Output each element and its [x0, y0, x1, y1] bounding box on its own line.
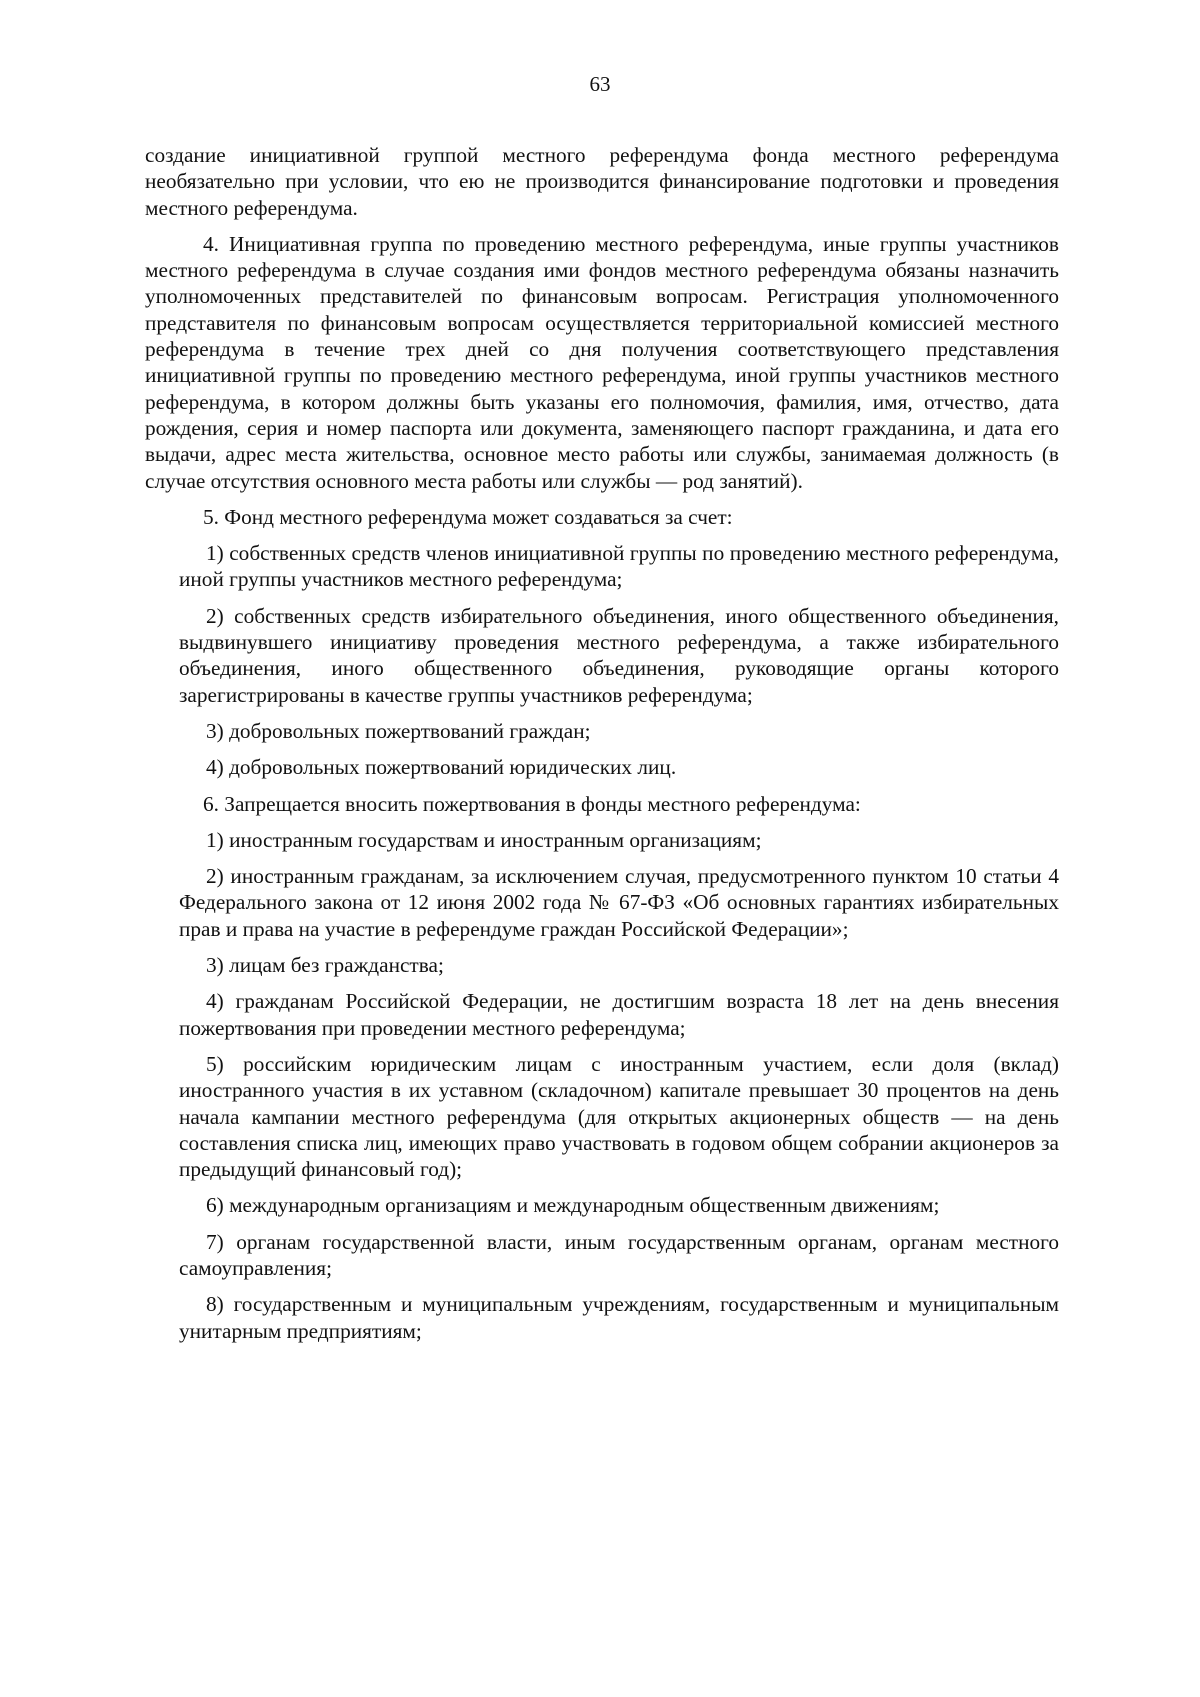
list-item: 4) добровольных пожертвований юридических лиц. [206, 755, 677, 780]
paragraph: создание инициативной группой местного референдума фонда местного референдума необязательно при условии, что ею не производится финансирование подготовки и проведения местного референдума. [145, 143, 1059, 220]
list-item: 1) иностранным государствам и иностранным организациям; [206, 827, 762, 852]
list-item: 2) собственных средств избирательного объединения, иного общественного объединения, выдвинувшего инициативу проведения местного референдума, а также избирательного объединения, иного общественного объединения, руководящие органы которого зарегистрированы в качестве группы участников референдума; [179, 603, 1059, 707]
list-item: 5) российским юридическим лицам с иностранным участием, если доля (вклад) иностранного участия в их уставном (складочном) капитале превышает 30 процентов на день начала кампании местного референдума (для открытых акционерных обществ — на день составления списка лиц, имеющих право участвовать в годовом общем собрании акционеров за предыдущий финансовый год); [179, 1051, 1059, 1182]
list-item: 8) государственным и муниципальным учреждениям, государственным и муниципальным унитарным предприятиям; [179, 1292, 1059, 1343]
list-item: 4) гражданам Российской Федерации, не достигшим возраста 18 лет на день внесения пожертвования при проведении местного референдума; [179, 989, 1059, 1040]
list-item: 7) органам государственной власти, иным государственным органам, органам местного самоуправления; [179, 1229, 1059, 1280]
list-item: 6) международным организациям и международным общественным движениям; [206, 1193, 940, 1218]
page-number: 63 [589, 72, 611, 96]
paragraph: 5. Фонд местного референдума может создаваться за счет: [203, 504, 733, 529]
list-item: 3) добровольных пожертвований граждан; [206, 718, 591, 743]
paragraph: 6. Запрещается вносить пожертвования в фонды местного референдума: [203, 791, 861, 816]
list-item: 1) собственных средств членов инициативной группы по проведению местного референдума, иной группы участников местного референдума; [179, 541, 1059, 592]
list-item: 2) иностранным гражданам, за исключением случая, предусмотренного пунктом 10 статьи 4 Федерального закона от 12 июня 2002 года № 67-ФЗ «Об основных гарантиях избирательных прав и права на участие в референдуме граждан Российской Федерации»; [179, 864, 1059, 941]
document-body [145, 142, 1059, 1354]
paragraph: 4. Инициативная группа по проведению местного референдума, иные группы участников местного референдума в случае создания ими фондов местного референдума обязаны назначить уполномоченных представителей по финансовым вопросам. Регистрация уполномоченного представителя по финансовым вопросам осуществляется территориальной комиссией местного референдума в течение трех дней со дня получения соответствующего представления инициативной группы по проведению местного референдума, иной группы участников местного референдума, в котором должны быть указаны его полномочия, фамилия, имя, отчество, дата рождения, серия и номер паспорта или документа, заменяющего паспорт гражданина, и дата его выдачи, адрес места жительства, основное место работы или службы, занимаемая должность (в случае отсутствия основного места работы или службы — род занятий). [145, 231, 1059, 493]
list-item: 3) лицам без гражданства; [206, 953, 444, 978]
